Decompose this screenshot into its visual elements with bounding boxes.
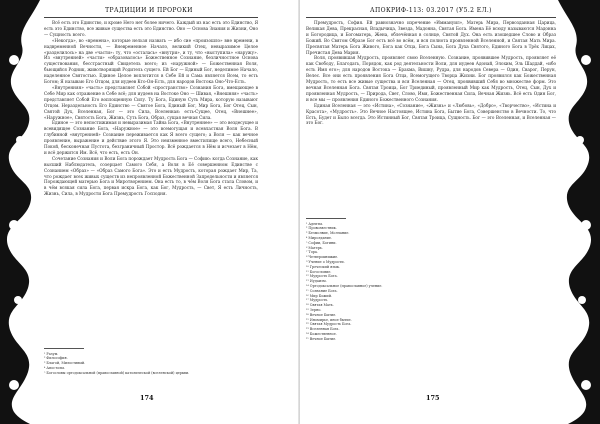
header-rule <box>306 17 556 18</box>
footnote: ¹⁰ Греческий язык. <box>306 264 340 269</box>
paragraph: Сочетание Сознания и Воли Бога порождает Мудрость Бога — Софию: когда Сознание, как высший Наблюдатель, созерцает Самого Себя, а Воля в Её совершенном Единстве с Сознанием «Образ» — «Образ Самого Бога». Это и есть Мудрость, которая рождает Мир, Та, что рождает всех живых существ из непроявленной Божественной Запредельности и является Порождающей матерью Бога и Миротворением. Она есть то, в чём Воля Бога стала Словом, и в чём всякая сила Бога, первая искра Бога, как Бог, Мудрость, — Свет, Я есть Личность, Жизнь, Сила, в Мудрости Бога Премудрость Господня. <box>44 155 258 197</box>
paragraph: «Некогда», во «времена», которые нельзя назвать — ибо сие «произошло» вне времени, в надвременной Вечности, — Вневременное Начало, великий Отец, невыразимое Целое «разделилось» на две «части»: ту, что «осталась» «внутри», и ту, что «выступила» «наружу». Из «внутренней» «части» «образовалось» Божественное Сознание, безличностное Основа существования, бесстрастный Свидетель всего; из «наружной» — Божественная Воля, бьющийся Родник, животворящий Родитель сущего. Ей Бог — Единый Бог, неделимое Начало, наделенное Святостью. Единое Целое воплотится в Себе Ей и Сама является Всем, то есть Богом; Я называю Его Отцом, для иудеев Кто-Он-Есть, для народов Востока Оно-Что-Есть. <box>44 37 258 85</box>
running-header: АПОКРИФ-113: 03.2017 (У5.2 ЕЛ.) <box>370 7 492 14</box>
footnotes <box>306 218 466 342</box>
footnote: ⁷ Тора. <box>306 250 319 255</box>
footnote: ¹⁹ Зерно. <box>306 307 322 312</box>
footnote: ¹⁸ Святая Мать. <box>306 303 334 308</box>
left-ornament-icon <box>0 0 40 424</box>
footnote: ¹² Мудрость Бога. <box>306 274 338 279</box>
footnote: ¹¹ Богословие. <box>306 269 332 274</box>
footnote: ¹⁵ Сознание Бога. <box>306 288 338 293</box>
footnote: ² Провозвестник. <box>306 226 337 231</box>
footnote: ⁴ Апостолы. <box>44 365 66 370</box>
footnote: ²⁰ Вечное Бытие. <box>306 312 337 317</box>
footnote-rule <box>306 218 346 219</box>
paragraph: Единая Вселенная — это «Истина», «Сознание», «Жизнь» и «Любовь», «Добро», «Творчество», «Истина и Красота», «Мудрость». Это Вечное Настоящее, Истина Бога, Бытие Бога, Совершенство в Вечности. То, что Есть, Будет и Было всегда. Это Истинный Бог, Святая Троица, Сущность. Бог — это Вселенная, и Вселенная — это Бог. <box>306 102 556 126</box>
footnote: ²³ Вселенная Бога. <box>306 327 340 332</box>
footnote: ³ Благой, Милостивый. <box>44 361 86 366</box>
footnote: ¹³ Иудаизм. <box>306 279 327 284</box>
footnote: ² Философия. <box>44 356 68 361</box>
footnote: ¹ Адепты. <box>306 221 324 226</box>
footnote-rule <box>44 348 84 349</box>
footnote: ¹ Разум. <box>44 351 59 356</box>
paragraph: Всё есть это Единство, и кроме Него нет более ничего. Каждый из нас есть это Единство, Я есть это Единство, все живые существа есть это Единство. Оно — Основа Знания и Жизни, Оно — Сущность всего. <box>44 20 258 37</box>
footnote: ⁵ Софии, Богини. <box>306 240 337 245</box>
body-text <box>306 20 556 126</box>
page-number: 175 <box>426 394 440 402</box>
running-header: ТРАДИЦИИ И ПРОРОКИ <box>105 7 193 14</box>
footnotes <box>44 348 258 376</box>
footnote: ²⁵ Вечное Бытие. <box>306 336 337 341</box>
paragraph: Премудрость, София. Ей равнозначно изречение «Иммануил», Матерь Мира, Первозданная Царица, Великая Дева, Прекрасная, Владычица, Звезда, Мадонна, Святая Бога. Имена Её всюду называются Мадонна и Богородица, и Богоматерь, Жена, облечённая в солнце, Святой Дух. Она есть изошедшее Слово и Образ Божий. Во Святом Образе Бог есть всё во всём, и вся полнота проявленной Вселенной, и Святая Мать Мира. Пресвятая Матерь Бога Живого, Бога как Отца, Бога Сына, Бога Духа Святого, Единого Бога в Трёх Лицах, Пречистая Дева Мария. <box>306 20 556 55</box>
footnote: ⁶ Матерь. <box>306 245 323 250</box>
footnote: ¹⁴ Ортодоксальное (православное) учение. <box>306 283 383 288</box>
paragraph: «Внутренняя» «часть» представляет Собой «пространство» Сознания Бога, вмещающее в Себе Мир как отражение в Себе всё; для иудеев на Востоке Оно — Шивая, «Внешняя» «часть» представляет Собой Его воплощенную Силу. Ту Бога, Единую Суть Мира, которую называют Отцом. Нераздельность Его Единство — Святое Бога, Единый Бог, Мир Бога, Бог Отец, Сын, Святой Дух, Вселенная, Бог — это Сила, Вселенная: есть-Сущее, Отец, «Внешнее», «Наружное», Святость Бога, Жизнь, Суть Бога, Образ, сущая вечная Сила. <box>44 84 258 120</box>
footnote: ³ Безмолвие, Молчание. <box>306 231 350 236</box>
footnote: ⁴ Мироздание. <box>306 235 332 240</box>
paragraph: Единое — это непостижимая и невыразимая Тайна Бога, «Внутреннее» — это вездесущее и всевидящее Сознание Бога, «Наружное» — это всемогущая и всевластная Воля Бога. В глубинной «внутренней» Сознание переживается как Я всего сущего; а Воля — как вечное проявление, выражение и действие этого Я. Это неизменное вместилище всего, Небесный Покой, бесконечная Пустота, безграничный Простор. Всё рождается в Нём и исчезает в Нём, и всё держится Им. Всё, что есть, есть Он. <box>44 120 258 155</box>
footnote: ²² Святая Мудрость Бога. <box>306 322 352 327</box>
right-page <box>300 0 600 424</box>
footnote: ¹⁶ Мир Божий. <box>306 293 333 298</box>
footnote: ⁹ Учение о Мудрости. <box>306 259 345 264</box>
body-text <box>44 20 258 197</box>
footnote: ⁵ Богословы ортодоксальной (православной) католической (вселенской) церкви. <box>44 370 190 375</box>
footnote: ²¹ Иномирье, иное бытие. <box>306 317 352 322</box>
footnote: ²⁴ Божественное. <box>306 331 337 336</box>
page-number: 174 <box>140 394 154 402</box>
paragraph: Воля, проявившая Мудрость, проявляет свою Вселенную. Сознание, проявившее Мудрость, проявляет её как Свободу, Благодать, Порядок, как род деятельности Воли, для иудеев Адонай, Элохим, Эль Шаддай, «ибо есть Имя его»; для народов Востока — Брахма, Вишну, Рудра, для народов Севера — Один, Сварог, Перун, Велес. Все они есть проявления Бога Отца, Всемогущего Творца Жизни. Бог проявился как Божественная Мудрость, то есть все живые существа и вся Вселенная — Отец, проявивший Себя во множестве форм. Это вечная Вселенная Бога. Святая Троица, Бог Триединый, проявленный Мир как Мудрость, Отец, Сын, Дух и проявленная Мудрость, — Природа, Свет, Слово, Имя, Божественная Сила, Вечная Жизнь. Всё есть Один Бог, и все мы — проявления Единого Божественного Сознания. <box>306 55 556 102</box>
header-rule <box>44 17 258 18</box>
footnote: ¹⁷ Мудрость. <box>306 298 329 303</box>
footnote: ⁸ Четверокнижие. <box>306 255 339 260</box>
right-ornament-icon <box>558 0 600 424</box>
